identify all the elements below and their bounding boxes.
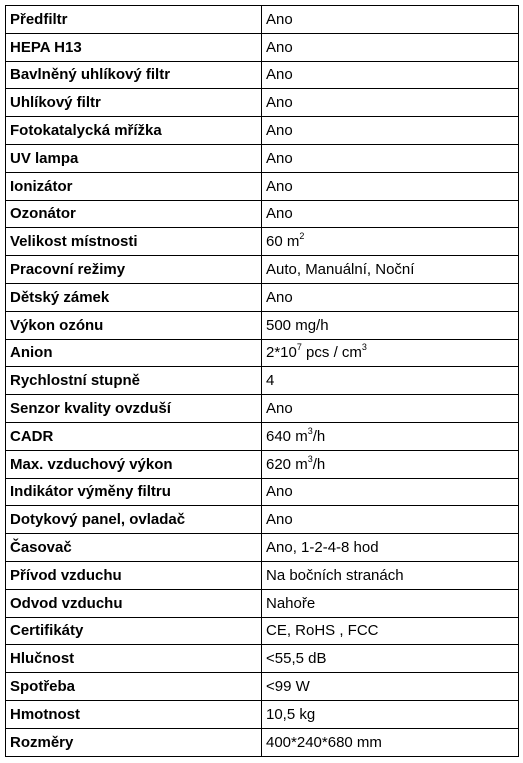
specification-table	[5, 5, 519, 757]
spec-label: Anion	[6, 339, 262, 367]
spec-value	[262, 534, 519, 562]
spec-label: Spotřeba	[6, 673, 262, 701]
spec-value-superscript: 2	[299, 231, 305, 242]
spec-value	[262, 283, 519, 311]
spec-value-superscript: 7	[296, 342, 302, 353]
spec-row	[6, 506, 519, 534]
spec-label: Indikátor výměny filtru	[6, 478, 262, 506]
spec-row	[6, 200, 519, 228]
spec-value-text: Ano	[266, 205, 293, 223]
spec-label: Fotokatalycká mřížka	[6, 117, 262, 145]
spec-label: Časovač	[6, 534, 262, 562]
spec-row	[6, 673, 519, 701]
spec-label: Přívod vzduchu	[6, 561, 262, 589]
spec-value-text: 60 m	[266, 233, 300, 251]
spec-row	[6, 589, 519, 617]
spec-label: Ozonátor	[6, 200, 262, 228]
spec-value	[262, 561, 519, 589]
spec-value-text: 400*240*680 mm	[266, 733, 382, 751]
spec-label: Uhlíkový filtr	[6, 89, 262, 117]
spec-value	[262, 589, 519, 617]
spec-value	[262, 478, 519, 506]
specification-table-body	[6, 6, 519, 757]
spec-value-text: Ano	[266, 288, 293, 306]
spec-value-text: 500 mg/h	[266, 316, 329, 334]
spec-label: Předfiltr	[6, 6, 262, 34]
spec-row	[6, 311, 519, 339]
spec-value-text: Ano	[266, 38, 293, 56]
spec-row	[6, 395, 519, 423]
spec-value	[262, 311, 519, 339]
spec-row	[6, 144, 519, 172]
spec-label: UV lampa	[6, 144, 262, 172]
spec-row	[6, 256, 519, 284]
spec-label: Pracovní režimy	[6, 256, 262, 284]
spec-value	[262, 673, 519, 701]
spec-row	[6, 89, 519, 117]
spec-value	[262, 61, 519, 89]
spec-value-text: 4	[266, 372, 275, 390]
spec-value-text: Ano	[266, 511, 293, 529]
spec-label: Dotykový panel, ovladač	[6, 506, 262, 534]
spec-label: Výkon ozónu	[6, 311, 262, 339]
spec-row	[6, 228, 519, 256]
spec-value-suffix: /h	[312, 427, 326, 445]
spec-value	[262, 700, 519, 728]
spec-value-text: 2*10	[266, 344, 297, 362]
spec-label: Bavlněný uhlíkový filtr	[6, 61, 262, 89]
spec-value	[262, 144, 519, 172]
spec-value-text: <55,5 dB	[266, 650, 327, 668]
spec-value-text: Ano	[266, 177, 293, 195]
spec-row	[6, 172, 519, 200]
spec-value-text: Ano	[266, 483, 293, 501]
spec-row	[6, 617, 519, 645]
spec-label: Senzor kvality ovzduší	[6, 395, 262, 423]
spec-label: Odvod vzduchu	[6, 589, 262, 617]
spec-value-text: Ano	[266, 94, 293, 112]
spec-value	[262, 645, 519, 673]
spec-row	[6, 422, 519, 450]
spec-value-text: Auto, Manuální, Noční	[266, 261, 415, 279]
spec-value-text: Ano	[266, 122, 293, 140]
spec-label: Dětský zámek	[6, 283, 262, 311]
spec-value-text: Ano	[266, 149, 293, 167]
spec-row	[6, 561, 519, 589]
spec-value	[262, 256, 519, 284]
spec-value-text: Ano, 1-2-4-8 hod	[266, 539, 379, 557]
spec-value-text: CE, RoHS , FCC	[266, 622, 379, 640]
spec-value-text: Ano	[266, 10, 293, 28]
spec-value-text: <99 W	[266, 678, 310, 696]
spec-label: Rozměry	[6, 728, 262, 756]
spec-value-text: Ano	[266, 66, 293, 84]
spec-value	[262, 89, 519, 117]
spec-row	[6, 283, 519, 311]
spec-row	[6, 339, 519, 367]
spec-row	[6, 645, 519, 673]
spec-label: CADR	[6, 422, 262, 450]
spec-label: HEPA H13	[6, 33, 262, 61]
spec-label: Hmotnost	[6, 700, 262, 728]
spec-label: Ionizátor	[6, 172, 262, 200]
spec-value	[262, 6, 519, 34]
spec-value	[262, 200, 519, 228]
spec-value	[262, 422, 519, 450]
spec-row	[6, 367, 519, 395]
spec-value-superscript: 3	[361, 342, 367, 353]
spec-value-text: 10,5 kg	[266, 705, 316, 723]
spec-value	[262, 395, 519, 423]
spec-label: Velikost místnosti	[6, 228, 262, 256]
spec-value-text: 620 m	[266, 455, 308, 473]
spec-value	[262, 117, 519, 145]
spec-value	[262, 617, 519, 645]
spec-value-text: Na bočních stranách	[266, 566, 404, 584]
spec-value-text: Ano	[266, 400, 293, 418]
spec-value	[262, 367, 519, 395]
spec-row	[6, 534, 519, 562]
spec-label: Certifikáty	[6, 617, 262, 645]
spec-value	[262, 339, 519, 367]
spec-value-text: Nahoře	[266, 594, 316, 612]
spec-value	[262, 33, 519, 61]
spec-row	[6, 61, 519, 89]
spec-row	[6, 728, 519, 756]
spec-row	[6, 450, 519, 478]
spec-value	[262, 172, 519, 200]
spec-value	[262, 506, 519, 534]
spec-row	[6, 33, 519, 61]
spec-row	[6, 6, 519, 34]
spec-label: Rychlostní stupně	[6, 367, 262, 395]
spec-value	[262, 728, 519, 756]
spec-value-superscript: 3	[307, 425, 313, 436]
spec-value	[262, 228, 519, 256]
spec-value-superscript: 3	[307, 453, 313, 464]
spec-label: Max. vzduchový výkon	[6, 450, 262, 478]
spec-row	[6, 117, 519, 145]
spec-value-suffix: pcs / cm	[301, 344, 362, 362]
spec-value-suffix: /h	[312, 455, 326, 473]
spec-value-text: 640 m	[266, 427, 308, 445]
spec-row	[6, 700, 519, 728]
spec-row	[6, 478, 519, 506]
spec-value	[262, 450, 519, 478]
spec-label: Hlučnost	[6, 645, 262, 673]
